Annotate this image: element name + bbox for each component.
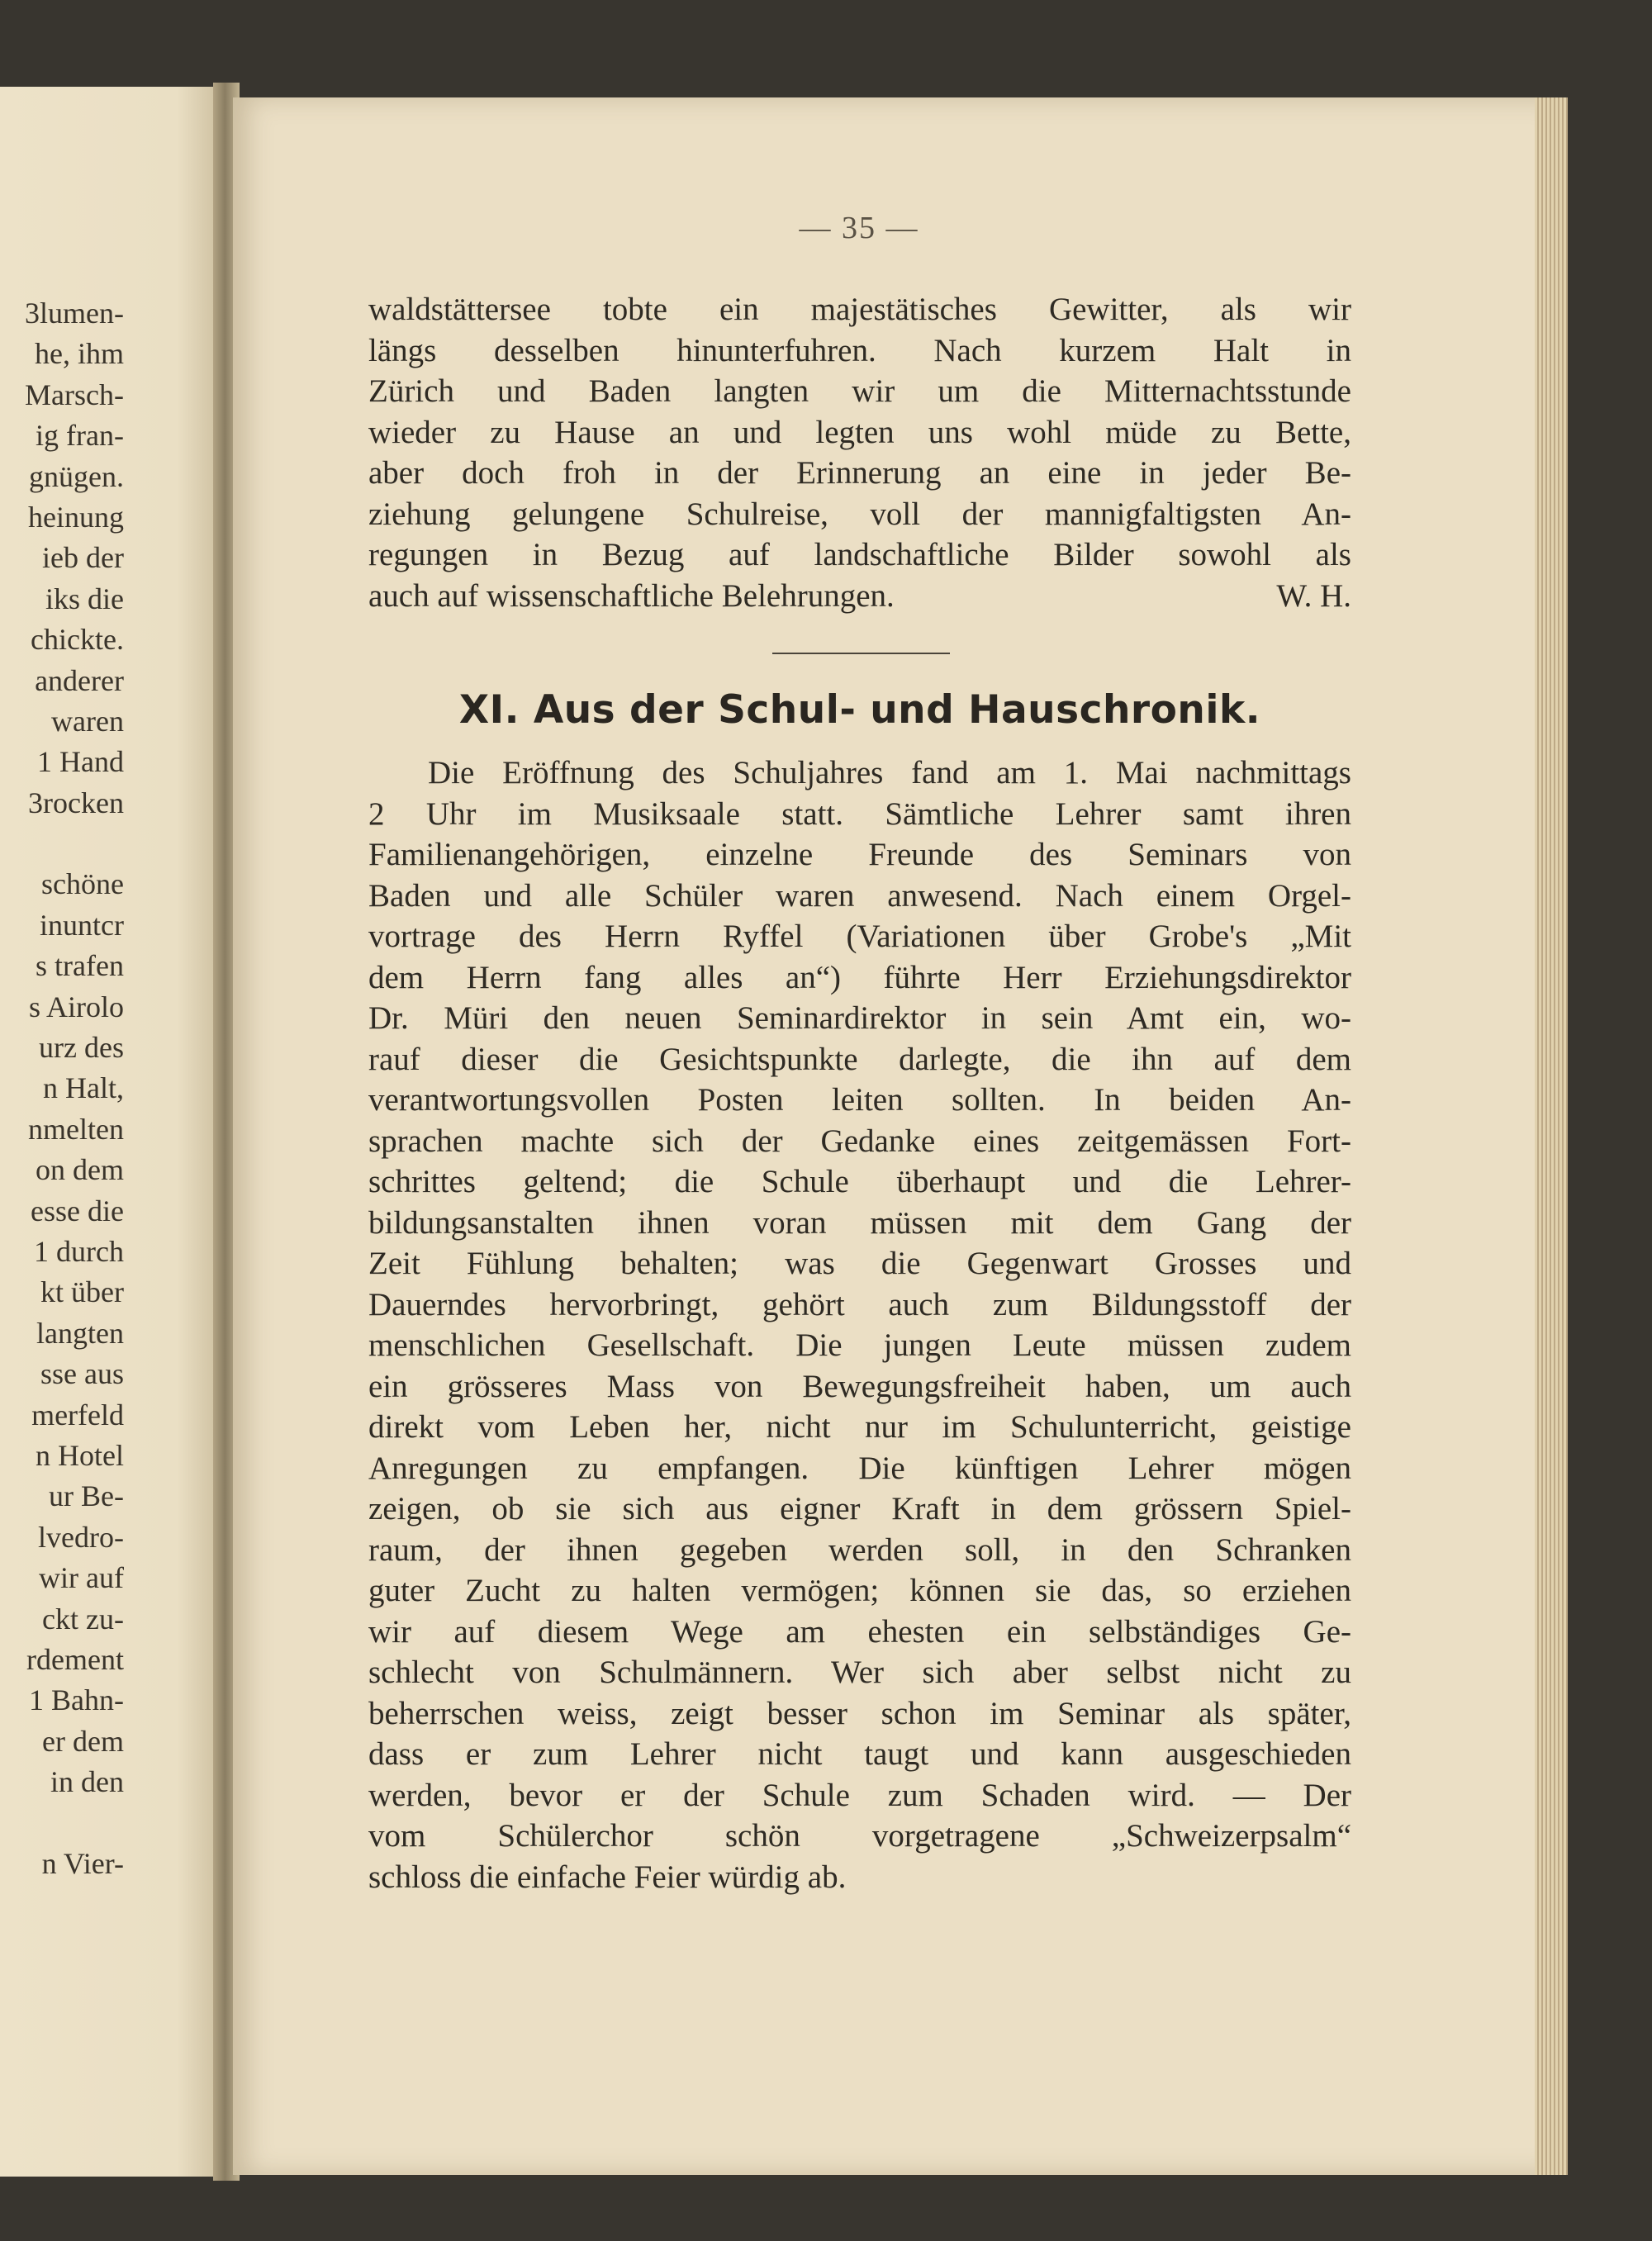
text-line: Familienangehörigen, einzelne Freunde des Seminars von (368, 837, 1351, 872)
left-line (0, 824, 124, 864)
text-line: Anregungen zu empfangen. Die künftigen Lehrer mögen (368, 1450, 1351, 1486)
text-line: waldstättersee tobte ein majestätisches Gewitter, als wir (368, 292, 1351, 327)
left-line: lvedro- (38, 1520, 124, 1554)
chronicle-paragraph (368, 753, 1351, 1897)
left-line: er dem (42, 1724, 124, 1758)
text-line: ein grösseres Mass von Bewegungsfreiheit haben, um auch (368, 1368, 1351, 1404)
text-line: beherrschen weiss, zeigt besser schon im Seminar als später, (368, 1695, 1351, 1731)
left-line: waren (51, 704, 124, 738)
left-line: schöne (41, 867, 124, 901)
left-line: inuntcr (40, 908, 124, 942)
text-line: zeigen, ob sie sich aus eigner Kraft in dem grössern Spiel- (368, 1491, 1351, 1526)
text-line: vortrage des Herrn Ryffel (Variationen über Grobe's „Mit (368, 919, 1351, 954)
left-line: Marsch- (25, 377, 124, 411)
text-line: auch auf wissenschaftliche Belehrungen. (368, 577, 895, 614)
left-line: ig fran- (36, 419, 124, 453)
left-line: 1 Hand (37, 745, 124, 779)
left-line: gnügen. (29, 459, 124, 493)
left-line: esse die (31, 1194, 124, 1227)
author-signature: W. H. (1276, 577, 1351, 614)
section-heading: XI. Aus der Schul- und Hauschronik. (458, 687, 1261, 733)
text-line: rauf dieser die Gesichtspunkte darlegte, die ihn auf dem (368, 1041, 1351, 1077)
left-line: ieb der (42, 541, 124, 575)
text-line: Zürich und Baden langten wir um die Mitternachtsstunde (368, 373, 1351, 409)
intro-paragraph (368, 289, 1351, 616)
left-line: 3lumen- (25, 297, 124, 330)
text-line: verantwortungsvollen Posten leiten sollten. In beiden An- (368, 1082, 1351, 1118)
text-line: schrittes geltend; die Schule überhaupt und die Lehrer- (368, 1164, 1351, 1199)
text-line: aber doch froh in der Erinnerung an eine in jeder Be- (368, 455, 1351, 491)
left-page (0, 87, 221, 2177)
text-line: raum, der ihnen gegeben werden soll, in den Schranken (368, 1531, 1351, 1568)
text-line: menschlichen Gesellschaft. Die jungen Leute müssen zudem (368, 1327, 1351, 1363)
section-divider (772, 653, 950, 654)
text-line: längs desselben hinunterfuhren. Nach kurzem Halt in (368, 332, 1351, 368)
left-line: in den (50, 1765, 124, 1799)
text-line: werden, bevor er der Schule zum Schaden wird. — Der (368, 1777, 1351, 1813)
left-line: s Airolo (28, 990, 124, 1023)
text-line: schloss die einfache Feier würdig ab. (368, 1859, 847, 1895)
text-line: Zeit Fühlung behalten; was die Gegenwart Grosses und (368, 1246, 1351, 1281)
text-line: sprachen machte sich der Gedanke eines zeitgemässen Fort- (368, 1123, 1351, 1159)
closing-line (368, 576, 1351, 617)
left-line: ckt zu- (42, 1602, 124, 1636)
left-line: langten (36, 1316, 124, 1350)
text-line: Dr. Müri den neuen Seminardirektor in sein Amt ein, wo- (368, 1000, 1351, 1036)
left-line: chickte. (31, 623, 124, 657)
left-line: nmelten (28, 1112, 124, 1146)
text-line: wir auf diesem Wege am ehesten ein selbständiges Ge- (368, 1613, 1351, 1650)
text-line: bildungsanstalten ihnen voran müssen mit dem Gang der (368, 1204, 1351, 1241)
text-line: regungen in Bezug auf landschaftliche Bilder sowohl als (368, 537, 1351, 572)
left-line: s trafen (36, 949, 124, 983)
text-line: Die Eröffnung des Schuljahres fand am 1. Mai nachmittags (428, 755, 1351, 791)
left-line: 3rocken (28, 786, 124, 819)
left-line: on dem (36, 1153, 124, 1187)
text-line: direkt vom Leben her, nicht nur im Schulunterricht, geistige (368, 1409, 1351, 1445)
left-line (0, 1802, 124, 1843)
text-line: ziehung gelungene Schulreise, voll der mannigfaltigsten An- (368, 496, 1351, 532)
text-line: 2 Uhr im Musiksaale statt. Sämtliche Lehrer samt ihren (368, 795, 1351, 832)
text-line: guter Zucht zu halten vermögen; können sie das, so erziehen (368, 1573, 1351, 1608)
left-line: n Vier- (41, 1846, 124, 1880)
left-line: wir auf (39, 1561, 124, 1595)
page-edges (1535, 97, 1568, 2175)
text-line: wieder zu Hause an und legten uns wohl müde zu Bette, (368, 414, 1351, 450)
left-line: sse aus (40, 1357, 124, 1391)
left-line: iks die (45, 582, 124, 615)
left-line: anderer (35, 663, 124, 697)
text-line: vom Schülerchor schön vorgetragene „Schweizerpsalm“ (368, 1818, 1351, 1854)
text-line: dem Herrn fang alles an“) führte Herr Erziehungsdirektor (368, 959, 1351, 995)
left-line: n Hotel (36, 1438, 124, 1472)
left-line: 1 durch (34, 1234, 124, 1268)
text-line: Baden und alle Schüler waren anwesend. Nach einem Orgel- (368, 877, 1351, 914)
page-number: — 35 — (799, 211, 919, 245)
left-line: urz des (39, 1031, 124, 1065)
left-line: rdement (26, 1642, 124, 1676)
left-line: 1 Bahn- (29, 1683, 124, 1717)
left-line: heinung (28, 500, 124, 534)
left-line: n Halt, (43, 1071, 124, 1105)
left-line: he, ihm (35, 337, 124, 371)
left-line: kt über (40, 1275, 124, 1309)
text-line: Dauerndes hervorbringt, gehört auch zum Bildungsstoff der (368, 1286, 1351, 1322)
left-page-text (0, 293, 124, 1884)
text-line: dass er zum Lehrer nicht taugt und kann ausgeschieden (368, 1736, 1351, 1772)
text-line: schlecht von Schulmännern. Wer sich aber selbst nicht zu (368, 1655, 1351, 1690)
left-line: merfeld (31, 1398, 124, 1431)
left-line: ur Be- (49, 1479, 124, 1513)
